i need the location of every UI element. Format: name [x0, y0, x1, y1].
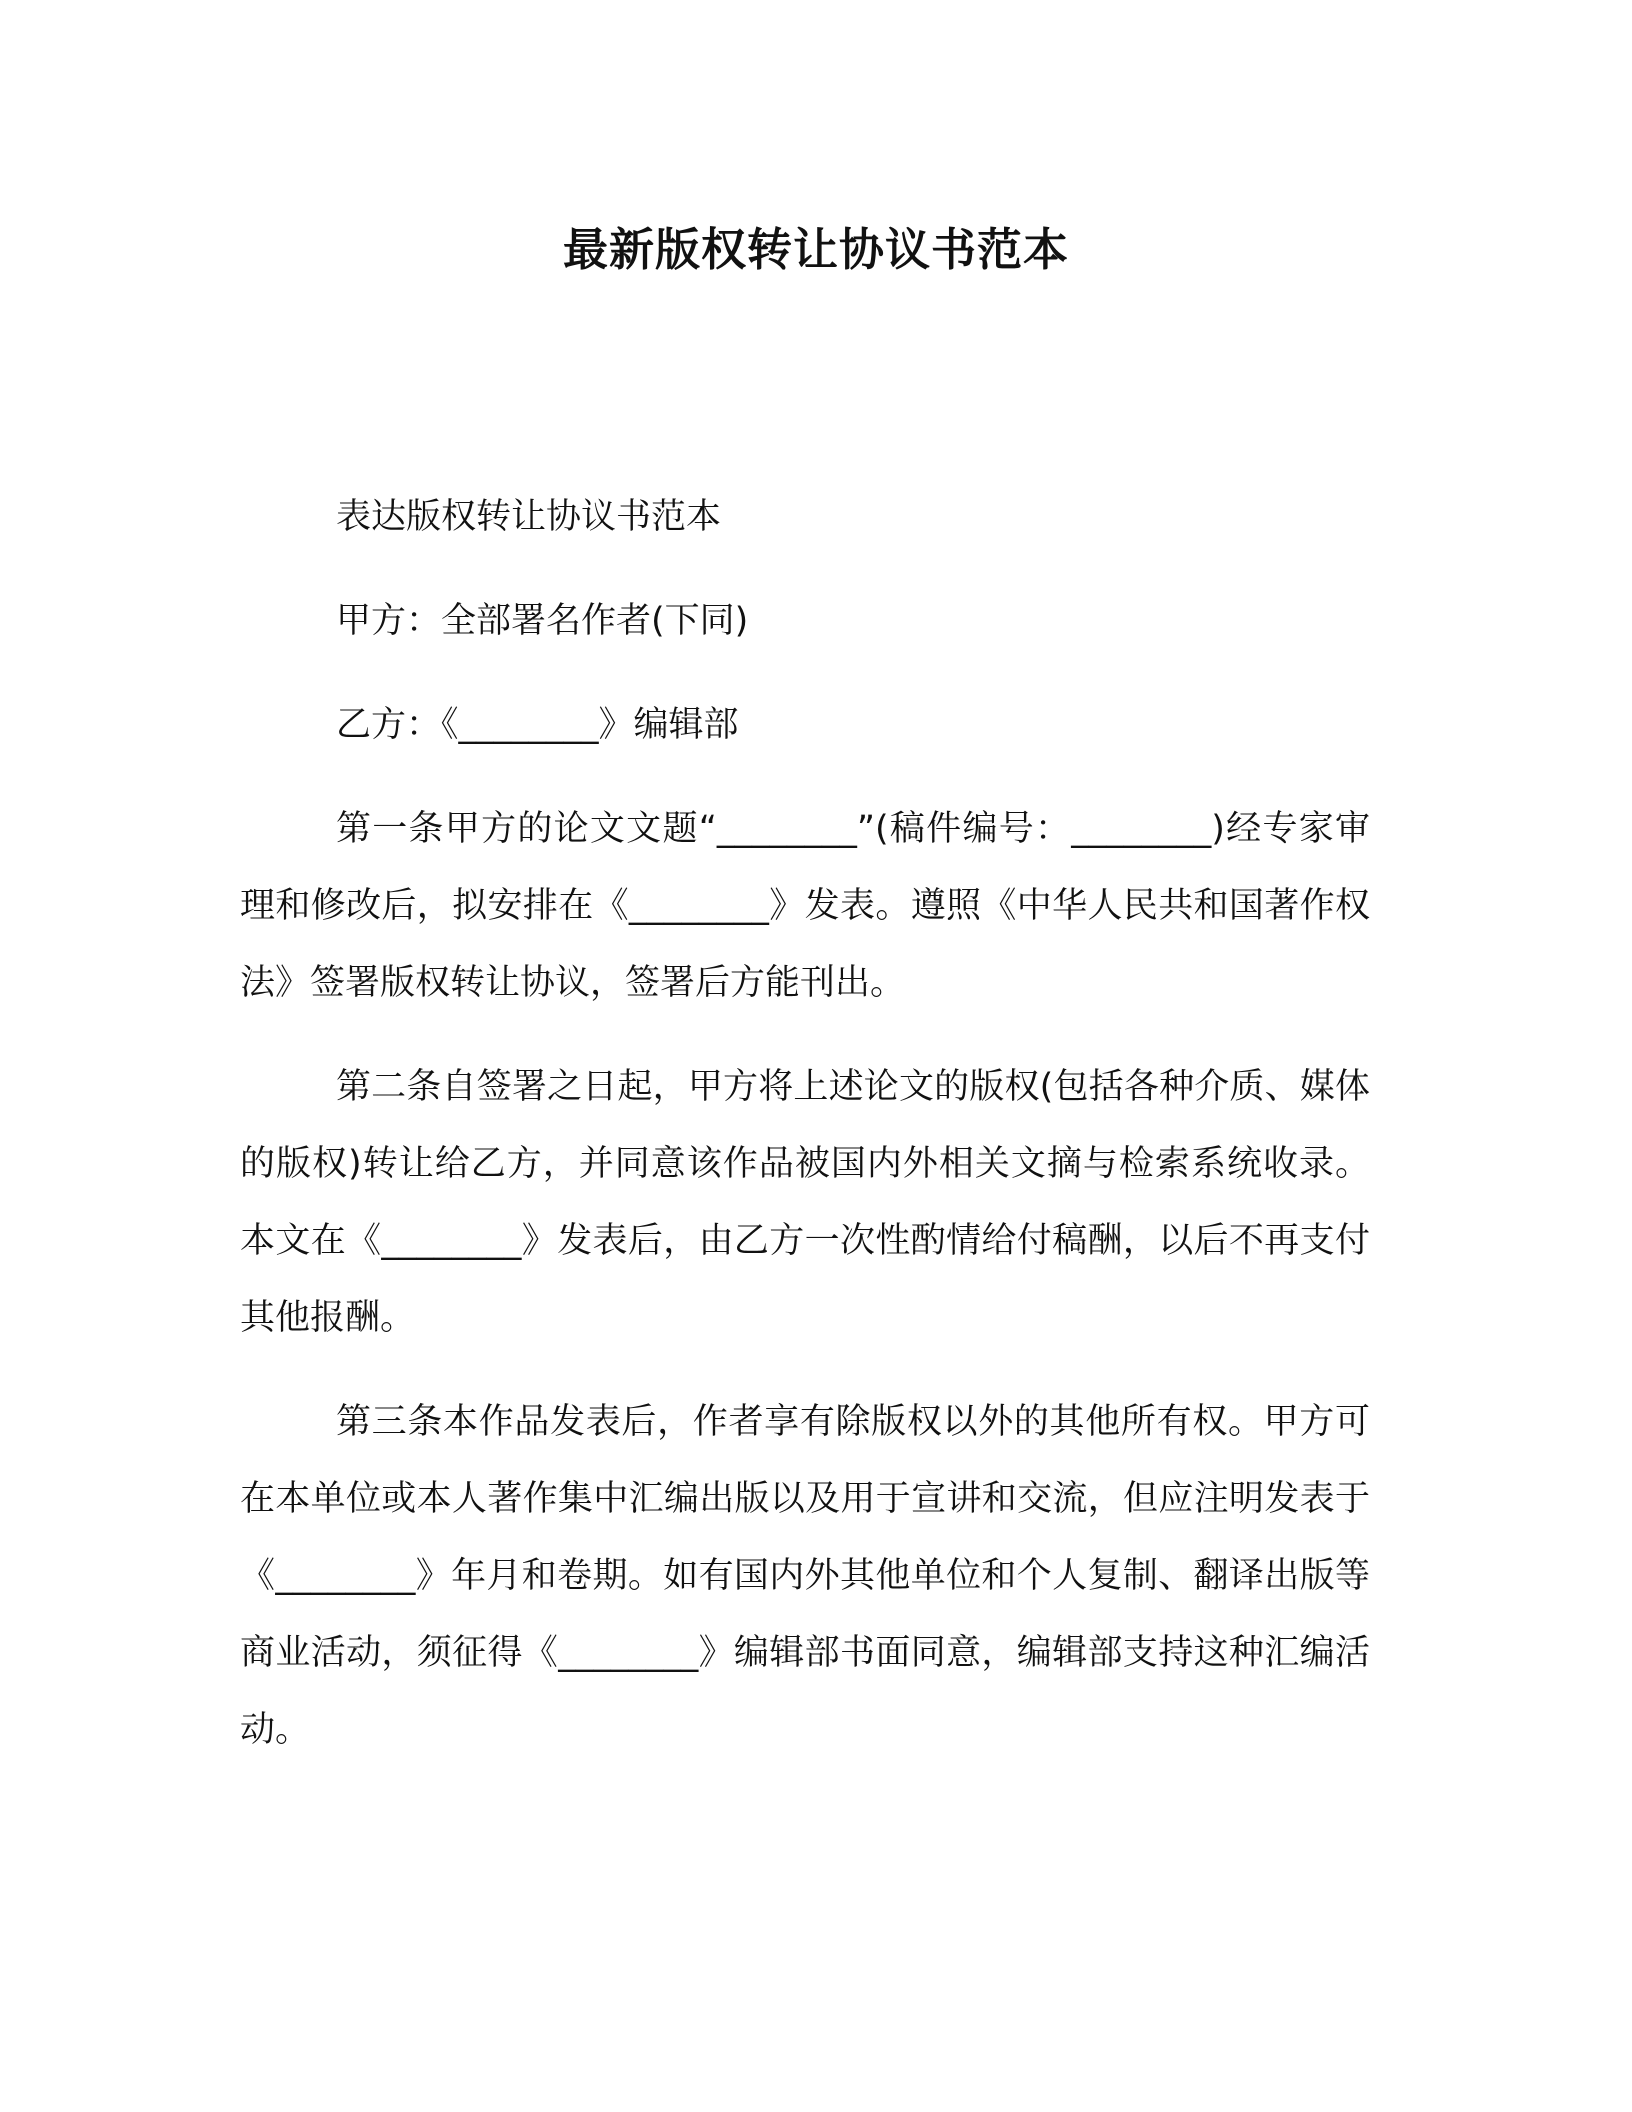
party-b-line: 乙方：《________》编辑部 — [336, 705, 739, 745]
document-title: 最新版权转让协议书范本 — [562, 223, 1069, 276]
article-3-paragraph: 第三条本作品发表后，作者享有除版权以外的其他所有权。甲方可在本单位或本人著作集中汇编出版以及用于宣讲和交流，但应注明发表于《________》年月和卷期。如有国内外其他单位和个人复制、翻译出版等商业活动，须征得《________》编辑部书面同意，编辑部支持这种汇编活动。 — [240, 1402, 1370, 1750]
article-2-paragraph: 第二条自签署之日起，甲方将上述论文的版权(包括各种介质、媒体的版权)转让给乙方，并同意该作品被国内外相关文摘与检索系统收录。本文在《________》发表后，由乙方一次性酌情给付稿酬，以后不再支付其他报酬。 — [240, 1067, 1370, 1338]
article-1-paragraph: 第一条甲方的论文文题“________”(稿件编号：________)经专家审理和修改后，拟安排在《________》发表。遵照《中华人民共和国著作权法》签署版权转让协议，签署后方能刊出。 — [240, 809, 1370, 1003]
document-subtitle: 表达版权转让协议书范本 — [336, 497, 722, 537]
party-a-line: 甲方：全部署名作者(下同) — [336, 601, 749, 641]
